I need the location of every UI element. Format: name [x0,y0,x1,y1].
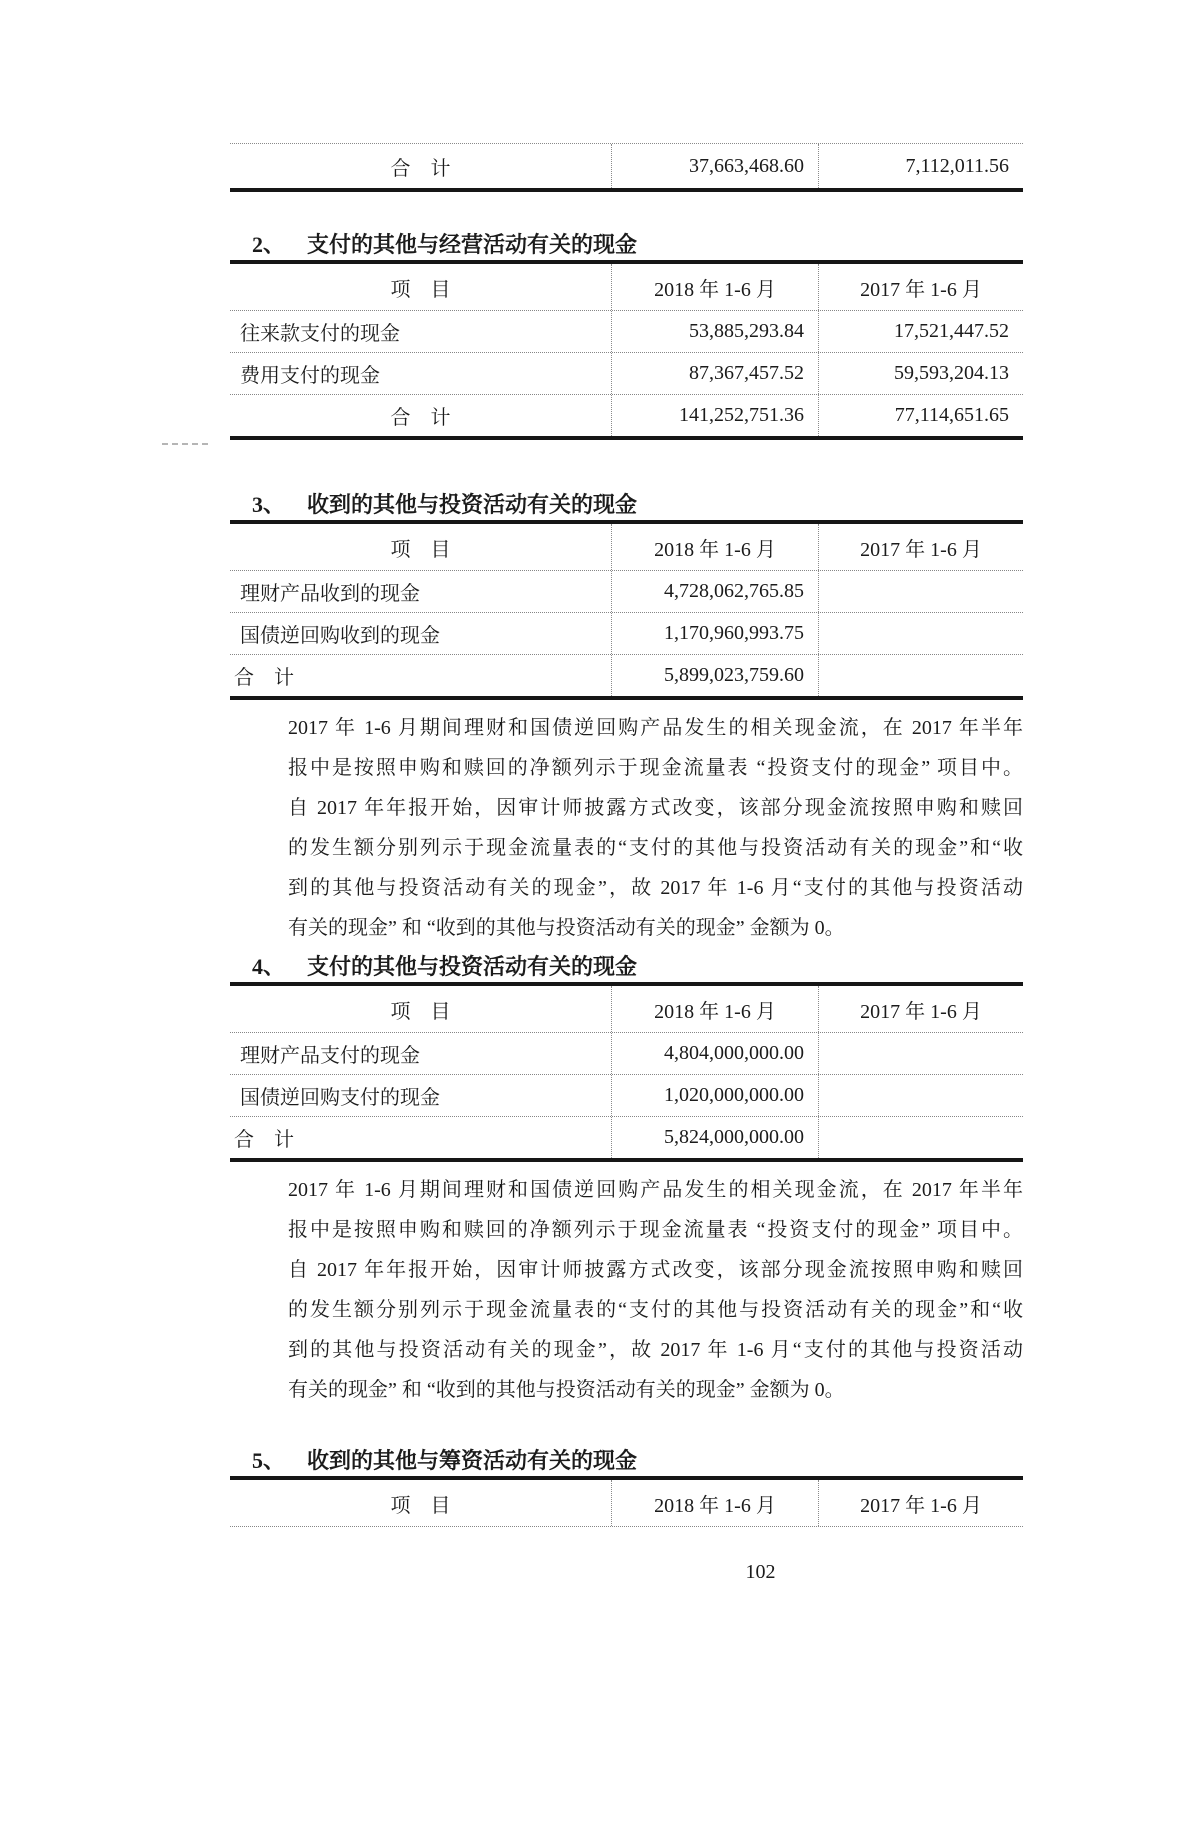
table-row [230,655,1023,696]
section-heading-3 [230,490,1023,520]
table-other-received-investing [230,520,1023,700]
table-row [230,1117,1023,1158]
table-header-row [230,986,1023,1033]
section-number: 4、 [252,954,286,979]
paragraph-line: 到的其他与投资活动有关的现金”，故 2017 年 1-6 月“支付的其他与投资活动 [288,1339,1023,1361]
cell-item: 合 计 [234,1129,294,1151]
cell-2018: 5,899,023,759.60 [611,655,818,696]
cell-item: 项 目 [390,278,451,301]
cell-2018: 4,804,000,000.00 [611,1033,818,1074]
table-row [230,1075,1023,1117]
cell-2017: 2017 年 1-6 月 [818,1480,1023,1526]
cell-2017 [818,655,1023,696]
cell-2017: 2017 年 1-6 月 [818,264,1023,310]
cell-2018: 1,170,960,993.75 [611,613,818,654]
section-title: 支付的其他与经营活动有关的现金 [307,232,638,257]
note-paragraph [288,708,1023,948]
cell-2018: 87,367,457.52 [611,353,818,394]
cell-2017 [818,1117,1023,1158]
cell-item: 理财产品收到的现金 [240,583,420,605]
table-row [230,1033,1023,1075]
section-title: 支付的其他与投资活动有关的现金 [307,954,638,979]
table-header-row [230,264,1023,311]
table-row [230,353,1023,395]
paragraph-line: 2017 年 1-6 月期间理财和国债逆回购产品发生的相关现金流，在 2017 年半年 [288,1179,1023,1201]
paragraph-line: 报中是按照申购和赎回的净额列示于现金流量表 “投资支付的现金” 项目中。 [288,1219,1023,1241]
cell-2018: 2018 年 1-6 月 [611,264,818,310]
cell-item: 往来款支付的现金 [240,323,400,345]
table-row [230,571,1023,613]
table-other-received-financing [230,1476,1023,1527]
cell-2018: 2018 年 1-6 月 [611,986,818,1032]
cell-2017: 77,114,651.65 [818,395,1023,436]
paragraph-line: 的发生额分别列示于现金流量表的“支付的其他与投资活动有关的现金”和“收 [288,837,1023,859]
section-heading-5 [230,1446,1023,1476]
table-operating-other-received-total [230,143,1023,192]
cell-2017: 2017 年 1-6 月 [818,524,1023,570]
note-paragraph [288,1170,1023,1410]
cell-2017 [818,571,1023,612]
paragraph-line: 到的其他与投资活动有关的现金”，故 2017 年 1-6 月“支付的其他与投资活动 [288,877,1023,899]
page-number: 102 [745,1561,776,1583]
cell-2017: 2017 年 1-6 月 [818,986,1023,1032]
cell-item: 合 计 [234,667,294,689]
cell-2018: 4,728,062,765.85 [611,571,818,612]
table-row [230,613,1023,655]
document-page [230,143,1023,1584]
table-header-row [230,1480,1023,1526]
table-other-paid-investing [230,982,1023,1162]
cell-item: 项 目 [390,1494,451,1517]
cell-2017: 7,112,011.56 [818,144,1023,188]
cell-2018: 37,663,468.60 [611,144,818,188]
cell-item: 国债逆回购收到的现金 [240,625,440,647]
paragraph-line: 报中是按照申购和赎回的净额列示于现金流量表 “投资支付的现金” 项目中。 [288,757,1023,779]
cell-2017 [818,1075,1023,1116]
paragraph-line: 自 2017 年年报开始，因审计师披露方式改变，该部分现金流按照申购和赎回 [288,1259,1023,1281]
cell-item: 项 目 [390,1000,451,1023]
cell-2018: 2018 年 1-6 月 [611,524,818,570]
paragraph-line: 2017 年 1-6 月期间理财和国债逆回购产品发生的相关现金流，在 2017 年半年 [288,717,1023,739]
paragraph-line: 有关的现金” 和 “收到的其他与投资活动有关的现金” 金额为 0。 [288,1379,845,1401]
section-title: 收到的其他与投资活动有关的现金 [307,492,638,517]
table-header-row [230,524,1023,571]
cell-item: 费用支付的现金 [240,365,380,387]
section-number: 2、 [252,232,286,257]
cell-item: 合 计 [390,407,451,429]
section-number: 5、 [252,1448,286,1473]
cell-2017: 59,593,204.13 [818,353,1023,394]
cell-2017 [818,1033,1023,1074]
cell-item: 国债逆回购支付的现金 [240,1087,440,1109]
table-row [230,144,1023,188]
cell-2018: 2018 年 1-6 月 [611,1480,818,1526]
table-other-paid-operating [230,260,1023,440]
cell-2018: 5,824,000,000.00 [611,1117,818,1158]
paragraph-line: 有关的现金” 和 “收到的其他与投资活动有关的现金” 金额为 0。 [288,917,845,939]
section-title: 收到的其他与筹资活动有关的现金 [307,1448,638,1473]
cell-2018: 1,020,000,000.00 [611,1075,818,1116]
section-heading-4 [230,952,1023,982]
table-row [230,395,1023,436]
cell-2018: 53,885,293.84 [611,311,818,352]
paragraph-line: 的发生额分别列示于现金流量表的“支付的其他与投资活动有关的现金”和“收 [288,1299,1023,1321]
paragraph-line: 自 2017 年年报开始，因审计师披露方式改变，该部分现金流按照申购和赎回 [288,797,1023,819]
margin-fold-mark [162,443,208,445]
section-number: 3、 [252,492,286,517]
cell-2017: 17,521,447.52 [818,311,1023,352]
table-row [230,311,1023,353]
cell-item: 理财产品支付的现金 [240,1045,420,1067]
cell-2018: 141,252,751.36 [611,395,818,436]
section-heading-2 [230,230,1023,260]
cell-item: 合 计 [390,157,451,180]
cell-2017 [818,613,1023,654]
cell-item: 项 目 [390,538,451,561]
